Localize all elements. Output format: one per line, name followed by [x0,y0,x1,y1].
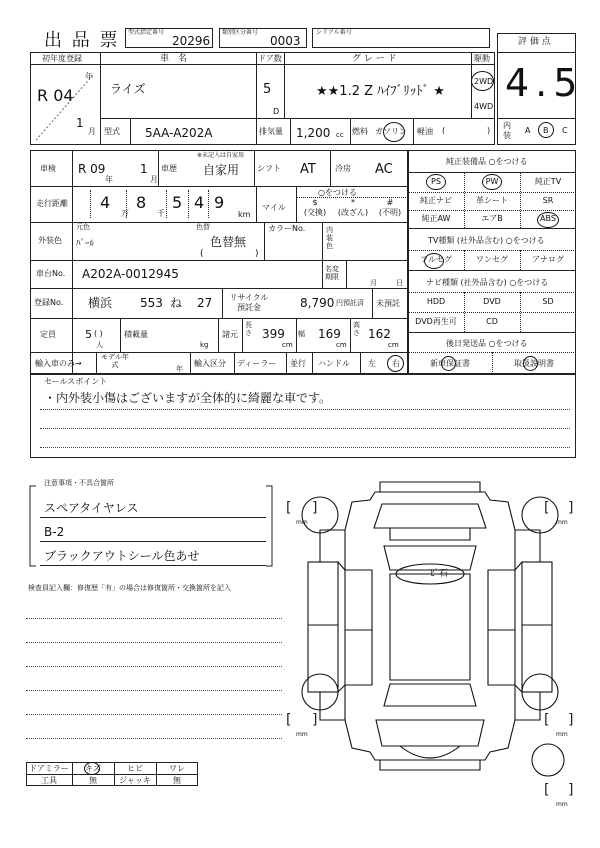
height-unit: cm [388,341,399,349]
handle-left: 左 [368,359,376,368]
bracket-spare-open: [ [544,782,550,798]
change-paren-open: ( [200,249,204,259]
bracket-spare-close: ] [568,782,574,798]
interior-label-top: 内 [503,121,511,130]
door-count: 5 [263,82,272,97]
mileage-digit-2: 8 [136,193,147,212]
mileage-opt3-sym: # [386,198,394,207]
height-label: 高さ [353,321,360,337]
import-class-label: 輸入区分 [194,359,226,368]
interior-grade-c: C [562,126,568,135]
interior-color-label: 内装色 [326,226,333,251]
name-change-day-unit: 日 [396,279,403,287]
equip-genuine-tv: 純正TV [534,177,562,186]
import-label: 輸入車のみ→ [35,359,82,368]
interior-grade-b: B [543,126,549,135]
name-change-month-unit: 月 [370,279,377,287]
mm-rl: mm [296,731,308,738]
history-value: 自家用 [203,163,240,177]
mm-fl: mm [296,519,308,526]
displacement-value: 1,200 [296,126,331,140]
first-reg-year-unit: 年 [85,72,93,81]
mileage-mark-header: ○をつける [318,188,357,197]
model-spec-value: 20296 [172,34,211,48]
later-header: 後日発送品 ○をつける [446,339,528,348]
load-unit: kg [200,341,209,349]
inspection-label: 車検 [40,164,56,173]
handle-right-circle [387,355,404,372]
car-name: ライズ [110,82,146,96]
rating-value: 4.5 [505,61,584,105]
equip-genuine-aw: 純正AW [421,214,451,223]
doors-label: ドア数 [258,54,282,63]
grade-label: グ レ ー ド [352,54,397,64]
diagram-note: ﾋﾟ石 [430,569,449,579]
ac-label: 冷房 [335,164,351,173]
reg-kana: ね [170,296,183,310]
equip-sr: SR [542,196,554,205]
inspection-year-unit: 年 [105,175,113,184]
mirror-scratch-circle [84,762,100,775]
car-damage-diagram [280,470,580,810]
mirror-scratch: キズ [85,764,101,773]
equip-leather: 革シート [476,196,508,205]
mm-spare: mm [556,801,568,808]
notes-line-1: スペアタイヤレス [44,501,139,515]
genuine-header: 純正装備品 ○をつける [446,157,528,166]
width-unit: cm [336,341,347,349]
length-unit: cm [282,341,293,349]
history-note: ※未記入は自家用 [197,152,245,159]
type-value: 5AA-A202A [145,126,213,140]
length-label: 長さ [245,321,252,337]
tool-value: 無 [89,776,97,785]
equip-pw: PW [485,177,499,186]
handle-label: ハンドル [318,359,350,368]
history-label: 車歴 [161,164,177,173]
bracket-rl-close: ] [312,712,318,728]
interior-b-circle [538,122,554,138]
mile-label: マイル [262,203,286,212]
reg-city: 横浜 [88,296,113,310]
equip-abs: ABS [540,214,556,223]
drive-2wd-circle [471,71,494,91]
first-reg-month: 1 [76,116,84,130]
equip-abs-circle [537,212,559,228]
fuel-label: 燃料 [352,127,368,136]
vin-label: 車台No. [36,269,66,278]
mirror-crack: ヒビ [127,764,143,773]
mileage-opt2-label: (改ざん) [337,208,369,217]
vin-value: A202A-0012945 [82,267,179,281]
inspection-era: R 09 [78,162,106,176]
capacity-value: 5 [85,328,92,341]
mileage-opt1-label: (交換) [303,208,327,217]
mirror-label: ドアミラー [29,764,69,773]
capacity-unit: 人 [96,341,103,349]
recycle-unpaid: 未預託 [376,299,400,308]
navi-hdd: HDD [426,297,446,306]
reg-num1: 553 [140,296,163,310]
orig-color-label: 元色 [76,223,90,231]
model-year-unit: 年 [176,365,183,373]
mileage-opt3-label: (不明) [378,208,402,217]
mm-fr: mm [556,519,568,526]
handle-right: 右 [392,359,400,368]
equip-airbag: エアB [481,214,503,223]
car-name-label: 車 名 [160,54,188,64]
navi-cd: CD [486,317,498,326]
jack-label: ジャッキ [119,776,151,785]
jack-value: 無 [173,776,181,785]
type-label: 型式 [104,127,120,136]
mileage-digit-1: 4 [100,193,111,212]
mileage-digit-5: 9 [214,193,225,212]
navi-header: ナビ種類 (社外品含む) ○をつける [426,278,549,287]
notes-label: 注意事項・不具合箇所 [44,479,114,487]
fuel-circle [383,122,405,142]
mileage-opt1-sym: $ [312,198,318,207]
light-oil-label: 軽油 [417,127,433,136]
later-manual-circle [523,356,538,371]
mirror-broken: ワレ [169,764,185,773]
sales-label: セールスポイント [44,377,108,386]
first-reg-label: 初年度登録 [42,54,82,63]
rating-label: 評 価 点 [518,37,551,47]
first-reg-month-unit: 月 [88,127,96,136]
bracket-rl-open: [ [286,712,292,728]
sales-text: ・内外装小傷はございますが全体的に綺麗な車です。 [44,391,332,405]
capacity-paren: ( ) [94,329,103,338]
displacement-unit: cc [336,131,344,139]
length-value: 399 [262,327,285,341]
interior-grade-a: A [525,126,531,135]
grade-value: ★★1.2 Z ﾊｲﾌﾞﾘｯﾄﾞ ★ [316,84,445,99]
bracket-rr-open: [ [544,712,550,728]
recycle-label: リサイクル預託金 [229,293,269,312]
mm-rr: mm [556,731,568,738]
equip-pw-circle [482,174,502,190]
change-paren-close: ) [255,249,259,259]
tv-fullseg-circle [424,253,444,269]
class-label: 類別区分番号 [222,29,259,36]
light-paren-open: ( [442,126,446,135]
equip-ps: PS [431,177,441,186]
later-warranty-circle [441,356,456,371]
inspection-month: 1 [140,162,148,176]
later-manual: 取扱説明書 [514,359,554,368]
dims-label: 諸元 [222,330,238,339]
class-value: 0003 [270,34,301,48]
shift-value: AT [300,162,316,177]
first-reg-era: R 04 [37,86,74,105]
reg-num2: 27 [197,296,213,310]
import-parallel: 並行 [290,359,306,368]
inspection-month-unit: 月 [150,175,158,184]
sales-point-block [30,374,576,458]
load-label: 積載量 [124,330,148,339]
equip-ps-circle [426,174,446,190]
name-change-label: 名変期限 [325,265,339,282]
later-warranty: 新車保証書 [430,359,470,368]
tool-label: 工具 [41,776,57,785]
mileage-unit-sen: 千 [157,209,165,218]
drive-4wd: 4WD [474,102,494,111]
import-dealer: ディーラー [237,359,277,368]
bracket-rr-close: ] [568,712,574,728]
mileage-opt2-sym: * [351,198,355,207]
mileage-digit-4: 4 [194,193,205,212]
navi-dvd-play: DVD再生可 [415,317,457,326]
ac-value: AC [375,162,393,177]
mileage-unit-km: km [238,210,251,219]
displacement-label: 排気量 [259,127,283,136]
inspector-label: 検査員記入欄：修復歴「有」の場合は修復箇所・交換箇所を記入 [28,584,231,592]
notes-line-3: ブラックアウトシール色あせ [44,549,200,563]
change-color-value: 色替無 [210,235,247,249]
shift-label: シフト [257,164,281,173]
equip-genuine-navi: 純正ナビ [420,196,452,205]
bracket-fr-open: [ [544,500,550,516]
mileage-label: 走行距離 [36,199,68,208]
bracket-fl-open: [ [286,500,292,516]
tv-oneseg: ワンセグ [476,255,508,264]
notes-line-2: B-2 [44,525,65,539]
fuel-value: ガソリン [375,127,407,136]
orig-color-value: ﾊﾟｰﾙ [76,239,95,249]
bracket-fl-close: ] [312,500,318,516]
model-year-label: モデル年式 [101,353,129,369]
tv-fullseg: フルセグ [420,255,452,264]
capacity-label: 定員 [40,330,56,339]
colorno-label: カラーNo. [268,224,306,233]
width-value: 169 [318,327,341,341]
drive-2wd: 2WD [474,77,494,86]
navi-dvd: DVD [483,297,501,306]
model-spec-label: 型式指定番号 [128,29,165,36]
recycle-value: 8,790 [300,296,335,310]
height-value: 162 [368,327,391,341]
tv-analog: アナログ [532,255,564,264]
tv-header: TV種類 (社外品含む) ○をつける [428,236,545,245]
navi-sd: SD [542,297,554,306]
change-color-label: 色替 [196,223,210,231]
light-paren-close: ) [487,126,491,135]
mileage-digit-3: 5 [172,193,183,212]
interior-label-bottom: 装 [503,131,511,140]
drive-label: 駆動 [474,54,490,63]
width-label: 幅 [298,330,305,338]
color-label: 外装色 [38,236,62,245]
bracket-fr-close: ] [568,500,574,516]
door-suffix: D [273,107,280,116]
reg-label: 登録No. [34,298,64,307]
page-title: 出 品 票 [44,30,120,51]
recycle-unit: 円預託済 [336,299,364,307]
mileage-unit-man: 万 [121,209,129,218]
serial-label: シリアル番号 [316,29,352,36]
